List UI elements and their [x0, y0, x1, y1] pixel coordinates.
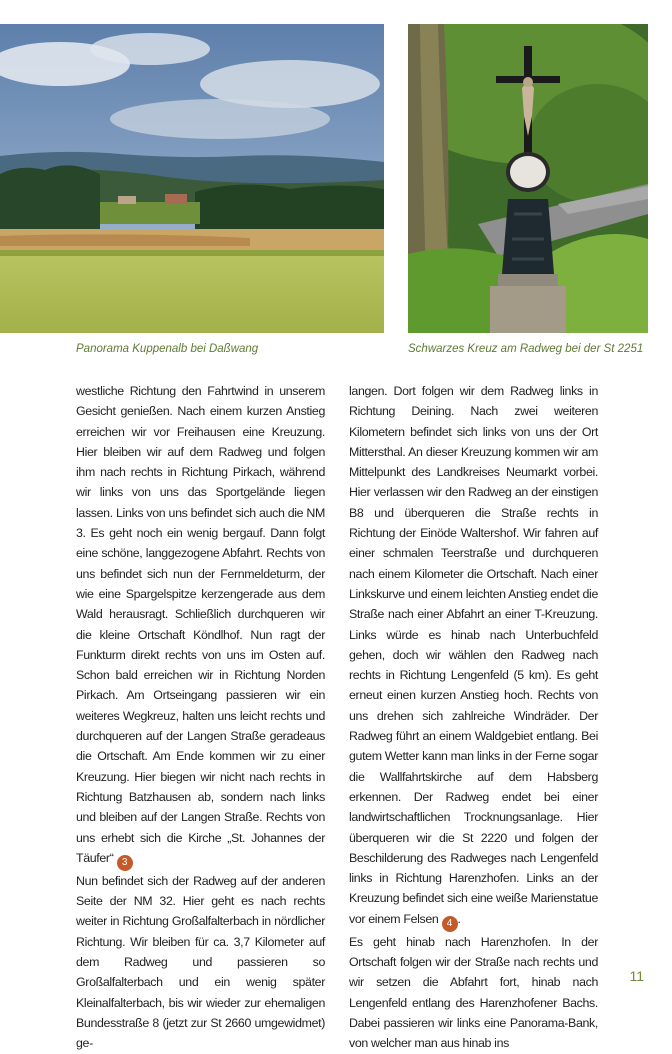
- paragraph-text: Es geht hinab nach Harenzhofen. In der Ortschaft folgen wir der Straße nach rechts und wir setzen die Abfahrt fort, hinab nach Lengenfeld entlang des Harenzhofener Bachs. Dabei passieren wir links eine Panorama-Bank, von welcher man aus hinab ins: [349, 934, 598, 1051]
- paragraph: [76, 381, 325, 871]
- landscape-photo: [0, 24, 384, 333]
- paragraph-text: Nun befindet sich der Radweg auf der anderen Seite der NM 32. Hier geht es nach rechts weiter in Richtung Großalfalterbach in nördlicher Richtung. Wir bleiben für ca. 3,7 Kilometer auf dem Radweg und passieren so Großalfalterbach und ein wenig später Kleinalfalterbach, bis wir wieder zur ehemaligen Bundesstraße 8 (jetzt zur St 2660 umgewidmet) ge-: [76, 873, 325, 1051]
- text-column-right: [349, 381, 598, 1054]
- paragraph: [349, 381, 598, 932]
- paragraph-text-end: .: [457, 911, 461, 926]
- paragraph: [76, 871, 325, 1054]
- photo-caption-left: Panorama Kuppenalb bei Daßwang: [76, 343, 259, 355]
- paragraph: [349, 932, 598, 1054]
- map-point-marker: 3: [117, 855, 133, 871]
- cross-photo: [408, 24, 648, 333]
- paragraph-text: westliche Richtung den Fahrtwind in unserem Gesicht genießen. Nach einem kurzen Anstieg erreichen wir vor Freihausen eine Kreuzung. Hier bleiben wir auf dem Radweg und folgen ihm nach rechts in Richtung Pirkach, während wir links von uns das Sportgelände liegen lassen. Links von uns befindet sich auch die NM 3. Es geht noch ein wenig bergauf. Dann folgt eine schöne, langgezogene Abfahrt. Rechts von uns befindet sich nun der Fernmeldeturm, der wie eine Spargelspitze kerzengerade aus dem Wald herausragt. Schließlich durchqueren wir die kleine Ortschaft Köndlhof. Nun ragt der Funkturm direkt rechts von uns im Osten auf. Schon bald erreichen wir in Richtung Norden Pirkach. Am Ortseingang passieren wir ein weiteres Wegkreuz, halten uns leicht rechts und durchqueren auf der Langen Straße geradeaus die Ortschaft. Am Ende kommen wir zu einer Kreuzung. Hier biegen wir nicht nach rechts in Richtung Batzhausen ab, sondern nach links und bleiben auf der Langen Straße. Rechts von uns erhebt sich die Kirche „St. Johannes der Täufer“: [76, 384, 325, 865]
- text-column-left: [76, 381, 325, 1054]
- page-number: 11: [629, 968, 644, 984]
- paragraph-text: langen. Dort folgen wir dem Radweg links in Richtung Deining. Nach zwei weiteren Kilometern befindet sich links von uns der Ort Mittersthal. An dieser Kreuzung kommen wir am Mittelpunkt des Landkreises Neumarkt vorbei. Hier verlassen wir den Radweg an der einstigen B8 und überqueren die Straße rechts in Richtung der Einöde Waltershof. Wir fahren auf einer schmalen Teerstraße und durchqueren nach einem Kilometer die Ortschaft. Nach einer Linkskurve und einem leichten Anstieg endet die Straße nach einer Abfahrt an einer T-Kreuzung. Links würde es hinab nach Unterbuchfeld gehen, doch wir wählen den Radweg nach rechts in Richtung Lengenfeld (5 km). Es geht erneut einen kurzen Anstieg hoch. Rechts von uns drehen sich zahlreiche Windräder. Der Radweg führt an einem Waldgebiet entlang. Bei gutem Wetter kann man links in der Ferne sogar die Wallfahrtskirche auf dem Habsberg erkennen. Der Radweg endet bei einer landwirtschaftlichen Trocknungsanlage. Hier überqueren wir die St 2220 und folgen der Beschilderung des Radweges nach Lengenfeld links in Richtung Harenzhofen. Links an der Kreuzung befindet sich eine weiße Marienstatue vor einem Felsen: [349, 384, 598, 926]
- photo-caption-right: Schwarzes Kreuz am Radweg bei der St 2251: [408, 343, 644, 355]
- map-point-marker: 4: [442, 916, 458, 932]
